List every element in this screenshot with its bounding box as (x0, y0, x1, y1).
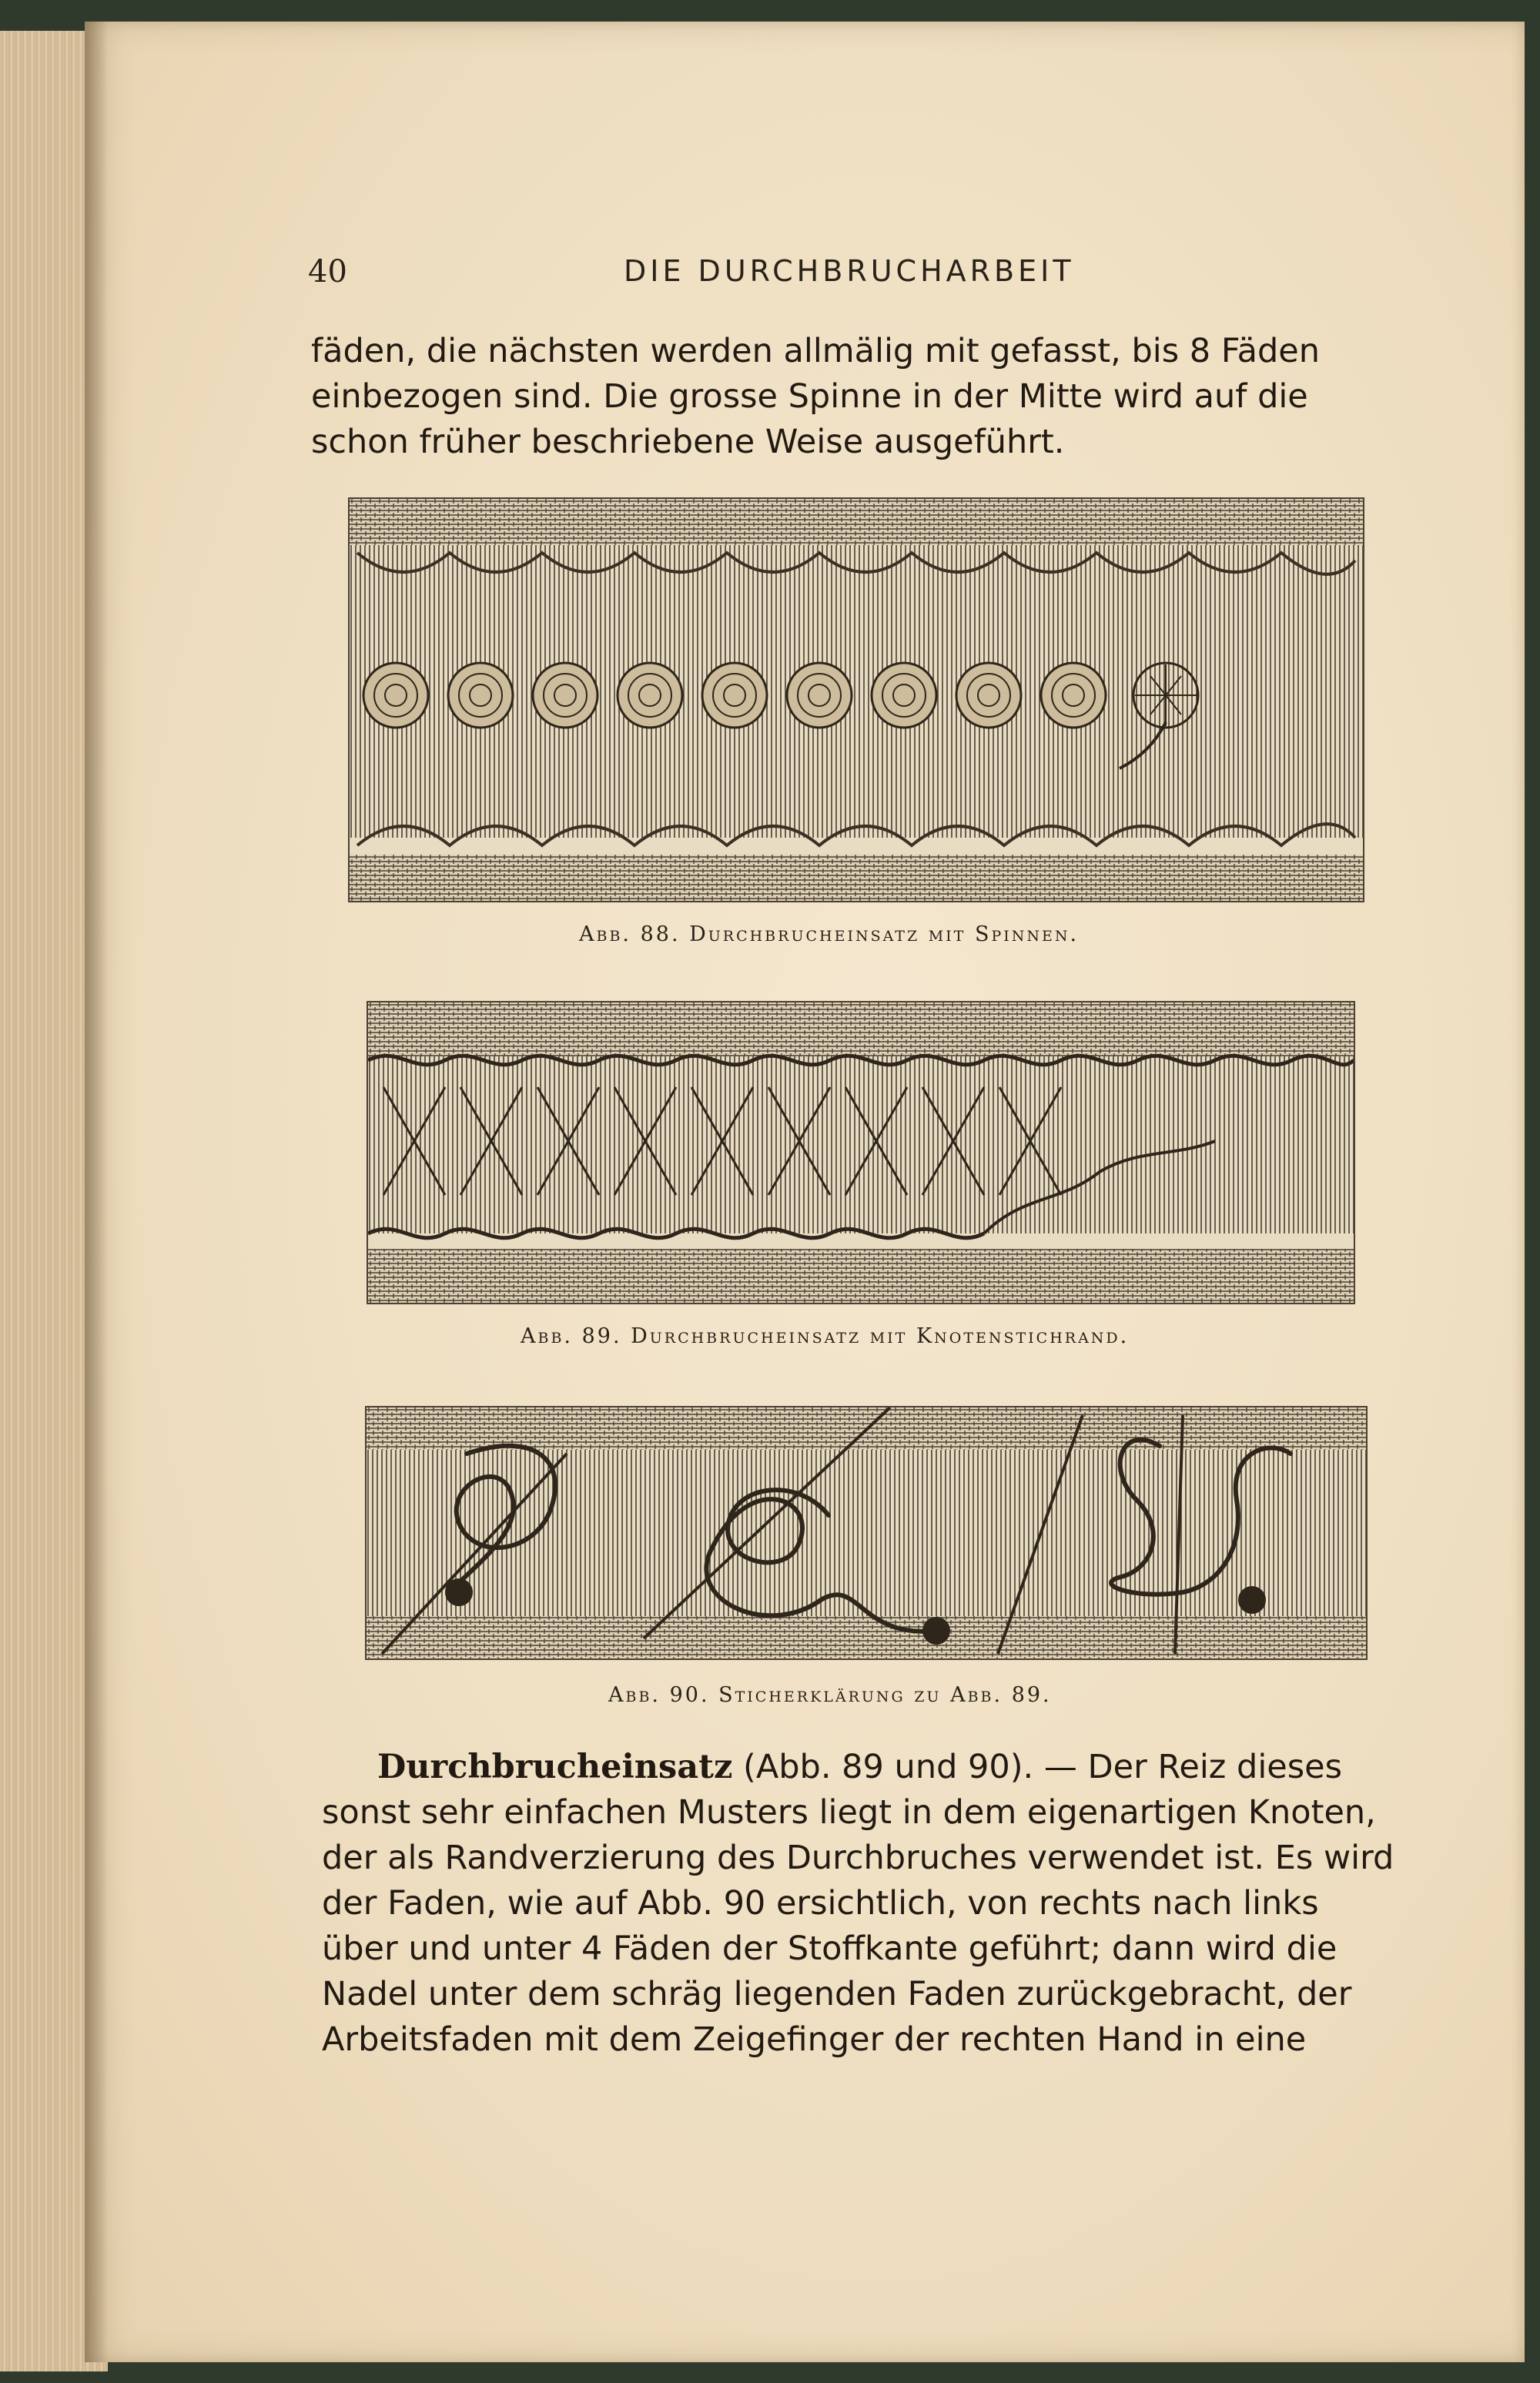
top-paragraph (311, 329, 1412, 465)
figure-89-knot-stitch-insertion (367, 1001, 1355, 1304)
bottom-paragraph (322, 1745, 1412, 2063)
text-line-rest: (Abb. 89 und 90). — Der Reiz dieses (732, 1748, 1342, 1786)
text-line: Arbeitsfaden mit dem Zeigefinger der rechten Hand in eine (322, 2020, 1307, 2059)
section-term: Durchbrucheinsatz (377, 1748, 733, 1786)
figure-90-caption: Abb. 90. Sticherklärung zu Abb. 89. (608, 1683, 1052, 1707)
text-line: sonst sehr einfachen Musters liegt in dem eigenartigen Knoten, (322, 1793, 1376, 1832)
figure-88-caption: Abb. 88. Durchbrucheinsatz mit Spinnen. (579, 922, 1080, 946)
figure-88-spider-insertion (348, 497, 1364, 902)
text-line: über und unter 4 Fäden der Stoffkante geführt; dann wird die (322, 1929, 1337, 1968)
text-line: der als Randverzierung des Durchbruches verwendet ist. Es wird (322, 1839, 1394, 1877)
text-line: der Faden, wie auf Abb. 90 ersichtlich, von rechts nach links (322, 1884, 1319, 1923)
text-line: schon früher beschriebene Weise ausgeführt. (311, 423, 1065, 461)
text-line: fäden, die nächsten werden allmälig mit gefasst, bis 8 Fäden (311, 332, 1320, 370)
text-line: einbezogen sind. Die grosse Spinne in der Mitte wird auf die (311, 377, 1308, 416)
figure-90-stitch-explanation (365, 1406, 1368, 1660)
text-line (322, 1745, 1412, 1790)
figure-89-caption: Abb. 89. Durchbrucheinsatz mit Knotenstichrand. (521, 1324, 1130, 1348)
spine-shadow (85, 22, 108, 2362)
text-line: Nadel unter dem schräg liegenden Faden zurückgebracht, der (322, 1975, 1352, 2013)
running-title: DIE DURCHBRUCHARBEIT (624, 254, 1075, 288)
page-number: 40 (308, 254, 347, 290)
